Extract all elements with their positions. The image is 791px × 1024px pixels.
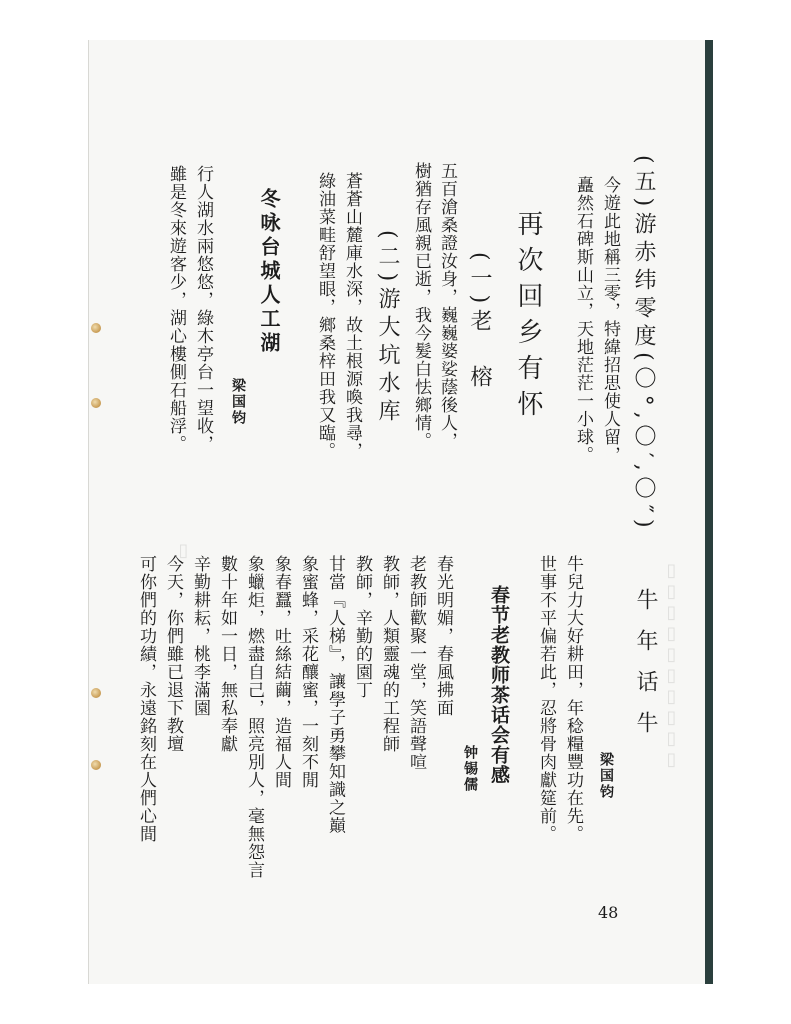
poem2-line-2: 綠油菜畦舒望眼，鄉桑梓田我又臨。 [315, 172, 335, 460]
teachers-line-3: 教師，人類靈魂的工程師 [379, 555, 399, 753]
poem5-line-2: 矗然石碑斯山立，天地茫茫一小球。 [573, 176, 593, 464]
poem1-line-1: 五百滄桑證汝身，巍巍婆娑蔭後人， [437, 162, 457, 450]
teachers-line-2: 老教師歡聚一堂，笑語聲喧 [406, 555, 426, 771]
teachers-line-4: 教師，辛勤的園丁 [352, 555, 372, 699]
bleed-through-text: ▯▯▯▯▯▯▯▯▯▯ [661, 560, 682, 770]
page-left-edge [88, 40, 89, 984]
teachers-line-9: 數十年如一日，無私奉獻 [217, 555, 237, 753]
teachers-author: 钟锡儒 [462, 745, 478, 793]
poem1-heading: (一)老 榕 [467, 252, 492, 394]
teachers-line-5: 甘當『人梯』，讓學子勇攀知識之巔 [325, 555, 345, 835]
poem2-heading: (二)游大坑水库 [375, 230, 400, 428]
lake-line-2: 雖是冬來遊客少，湖心樓側石船浮。 [166, 165, 186, 453]
lake-title: 冬咏台城人工湖 [257, 188, 281, 356]
page-binding-edge [705, 40, 713, 984]
bleed-through-mark: ▯ [173, 540, 194, 561]
teachers-line-6: 象蜜蜂，采花釀蜜，一刻不閒 [298, 555, 318, 789]
punch-hole-2 [91, 398, 101, 408]
ox-author: 梁国钧 [598, 752, 614, 800]
teachers-line-10: 辛勤耕耘，桃李滿園 [190, 555, 210, 717]
teachers-line-12: 可你們的功績，永遠銘刻在人們心間 [136, 555, 156, 843]
teachers-line-8: 象蠟炬，燃盡自己，照亮別人，毫無怨言 [244, 555, 264, 879]
punch-hole-4 [91, 760, 101, 770]
teachers-line-11: 今天，你們雖已退下教壇 [163, 555, 183, 753]
teachers-title: 春节老教师茶话会有感 [488, 585, 510, 785]
poem2-line-1: 蒼蒼山麓庫水深，故土根源喚我尋， [342, 172, 362, 460]
poem5-line-1: 今遊此地稱三零，特緯招思使人留， [600, 176, 620, 464]
lake-author: 梁国钧 [230, 378, 246, 426]
teachers-line-1: 春光明媚，春風拂面 [433, 555, 453, 717]
page-number: 48 [598, 903, 619, 922]
teachers-line-7: 象春蠶，吐絲結繭，造福人間 [271, 555, 291, 789]
poem1-line-2: 樹猶存風親已逝，我今髮白怯鄉情。 [411, 162, 431, 450]
lake-line-1: 行人湖水兩悠悠，綠木亭台一望收， [193, 165, 213, 453]
punch-hole-3 [91, 688, 101, 698]
ox-line-2: 世事不平偏若此，忍將骨肉獻筵前。 [536, 555, 556, 843]
ox-title: 牛 年 话 牛 [633, 588, 658, 739]
punch-hole-1 [91, 323, 101, 333]
series-title: 再次回乡有怀 [513, 210, 543, 426]
poem5-heading: (五)游赤纬零度(〇°,〇′,〇″) [631, 155, 656, 534]
ox-line-1: 牛兒力大好耕田，年稔糧豐功在先。 [563, 555, 583, 843]
